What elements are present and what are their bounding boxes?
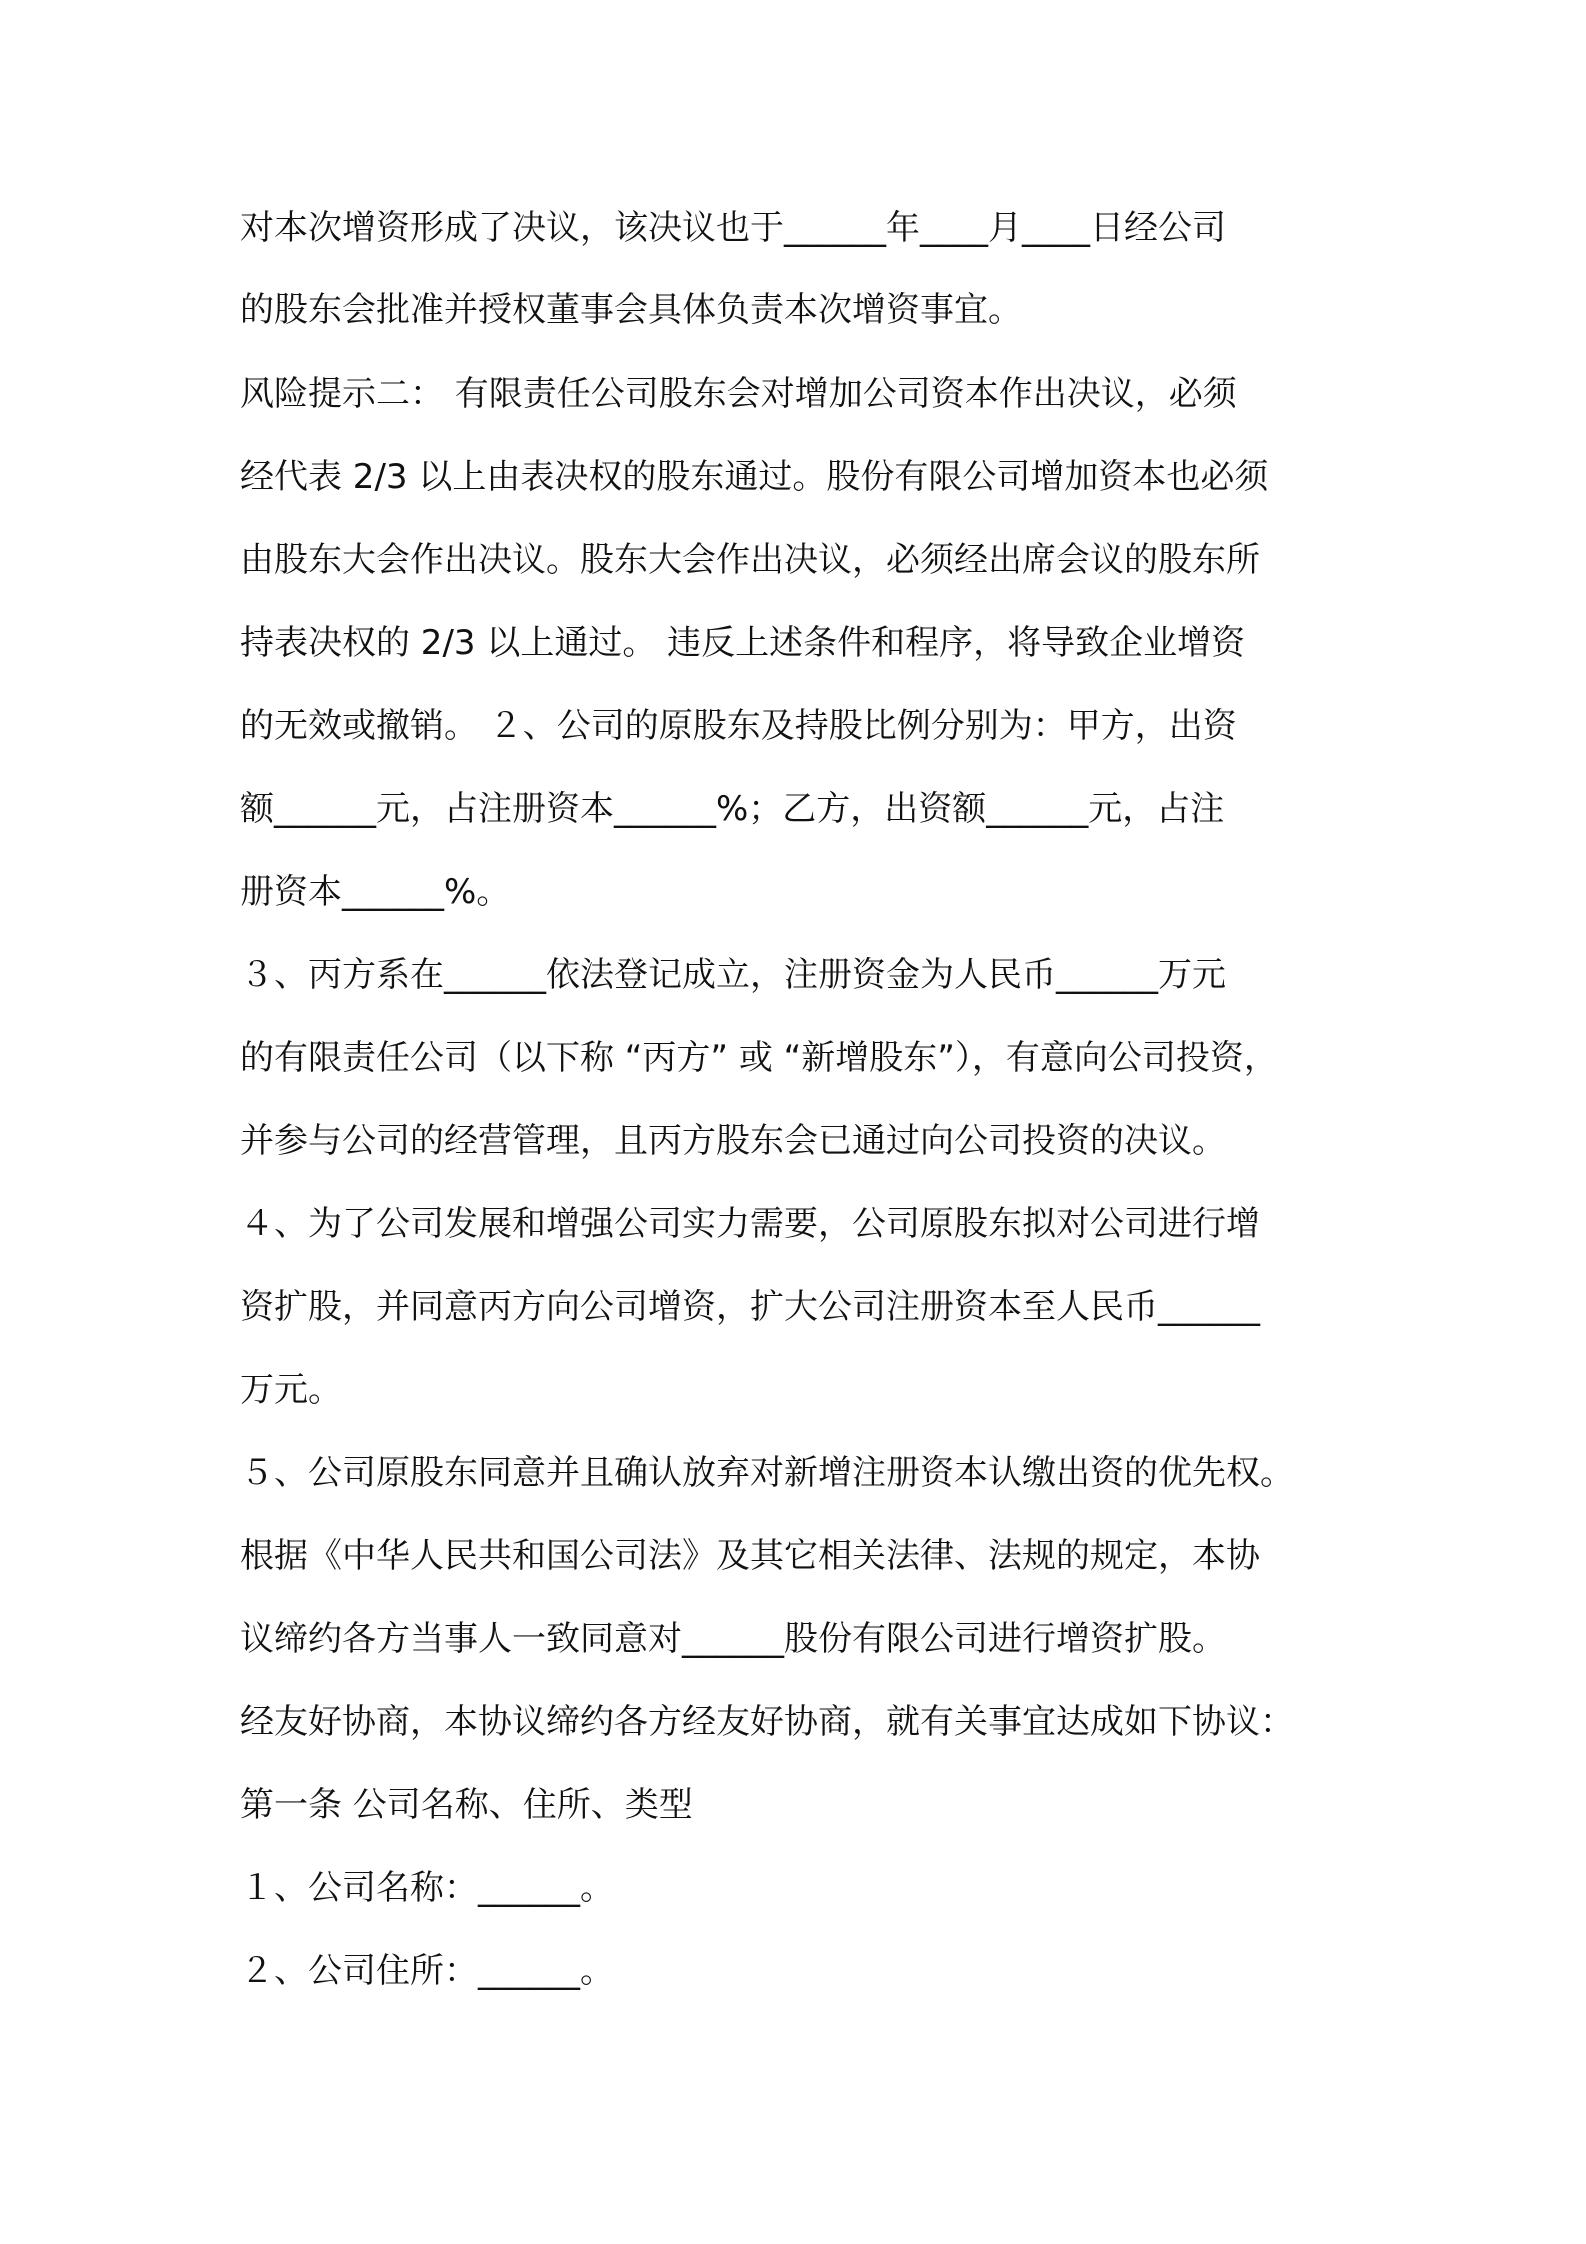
text-line: １、公司名称：______。 bbox=[240, 1868, 614, 1908]
text-line: 由股东大会作出决议。股东大会作出决议，必须经出席会议的股东所 bbox=[240, 540, 1260, 580]
text-line: 万元。 bbox=[240, 1370, 342, 1410]
text-line: 根据《中华人民共和国公司法》及其它相关法律、法规的规定，本协 bbox=[240, 1536, 1260, 1576]
text-line: 经代表 2/3 以上由表决权的股东通过。股份有限公司增加资本也必须 bbox=[240, 457, 1269, 497]
text-line: 册资本______%。 bbox=[240, 872, 511, 912]
text-line: 风险提示二： 有限责任公司股东会对增加公司资本作出决议，必须 bbox=[240, 374, 1237, 414]
text-line: 对本次增资形成了决议，该决议也于______年____月____日经公司 bbox=[240, 208, 1226, 248]
text-line: 并参与公司的经营管理，且丙方股东会已通过向公司投资的决议。 bbox=[240, 1121, 1226, 1161]
text-line: ４、为了公司发展和增强公司实力需要，公司原股东拟对公司进行增 bbox=[240, 1204, 1260, 1244]
text-line: 的无效或撤销。 ２、公司的原股东及持股比例分别为：甲方，出资 bbox=[240, 706, 1237, 746]
section-heading: 第一条 公司名称、住所、类型 bbox=[240, 1785, 693, 1825]
text-line: 额______元，占注册资本______%；乙方，出资额______元，占注 bbox=[240, 789, 1225, 829]
text-line: 的股东会批准并授权董事会具体负责本次增资事宜。 bbox=[240, 290, 1022, 330]
text-line: ５、公司原股东同意并且确认放弃对新增注册资本认缴出资的优先权。 bbox=[240, 1453, 1294, 1493]
text-line: 的有限责任公司（以下称 “丙方” 或 “新增股东”），有意向公司投资， bbox=[240, 1038, 1278, 1078]
text-line: ３、丙方系在______依法登记成立，注册资金为人民币______万元 bbox=[240, 955, 1226, 995]
text-line: ２、公司住所：______。 bbox=[240, 1951, 614, 1991]
text-line: 持表决权的 2/3 以上通过。 违反上述条件和程序，将导致企业增资 bbox=[240, 623, 1246, 663]
text-line: 议缔约各方当事人一致同意对______股份有限公司进行增资扩股。 bbox=[240, 1619, 1226, 1659]
text-line: 经友好协商，本协议缔约各方经友好协商，就有关事宜达成如下协议： bbox=[240, 1702, 1294, 1742]
text-line: 资扩股，并同意丙方向公司增资，扩大公司注册资本至人民币______ bbox=[240, 1287, 1260, 1327]
